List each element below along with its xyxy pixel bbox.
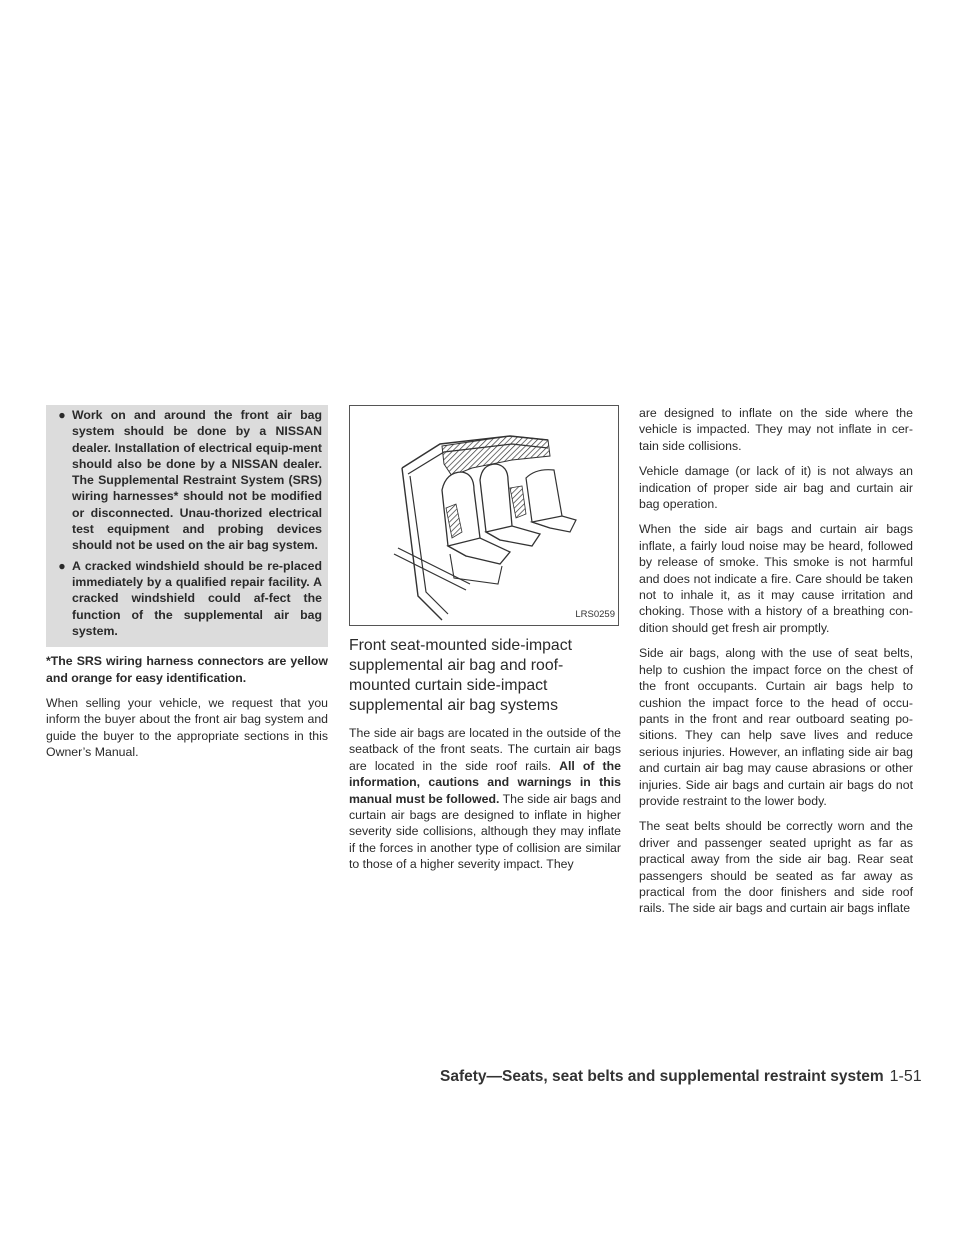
bullet-icon: ● <box>58 408 66 422</box>
left-column <box>46 405 328 770</box>
seat-airbag-illustration-icon <box>350 406 618 625</box>
warning-item <box>52 407 322 554</box>
selling-paragraph: When selling your vehicle, we request that you inform the buyer about the front air bag system and guide the buyer to the appropriate sections in this Owner’s Manual. <box>46 695 328 760</box>
paragraph: are designed to inflate on the side where the vehicle is impacted. They may not inflate in cer-tain side collisions. <box>639 406 913 453</box>
bold-emphasis: All of the information, cautions and warnings in this manual must be followed. <box>349 758 621 806</box>
warning-text: A cracked windshield should be re-placed immediately by a qualified repair facility. A cracked windshield could af-fect the function of the supplemental air bag system. <box>72 558 322 638</box>
srs-connector-note: *The SRS wiring harness connectors are yellow and orange for easy identification. <box>46 654 328 685</box>
warning-item <box>52 558 322 639</box>
paragraph: The seat belts should be correctly worn and the driver and passenger seated upright as far as practical away from the side air bag. Rear seat passengers should be seated as far away as practical from the door finishers and side roof rails. The side air bags and curtain air bags inflate <box>639 819 913 916</box>
paragraph-text: The side air bags are located in the outside of the seatback of the front seats. The curtain air bags are located in the side roof rails. <box>349 726 621 773</box>
right-column <box>639 405 913 926</box>
paragraph: Vehicle damage (or lack of it) is not always an indication of proper side air bag and curtain air bag operation. <box>639 464 913 512</box>
footer-title: Safety—Seats, seat belts and supplemental restraint system <box>440 1068 884 1085</box>
section-heading: Front seat-mounted side-impact supplemental air bag and roof-mounted curtain side-impact supplemental air bag systems <box>349 637 573 714</box>
side-airbag-figure <box>349 405 619 626</box>
page-number: 1-51 <box>889 1068 922 1085</box>
side-airbag-location-paragraph <box>349 725 621 873</box>
figure-code: LRS0259 <box>575 608 615 620</box>
page-footer <box>440 1068 922 1086</box>
bullet-icon: ● <box>58 558 66 573</box>
paragraph: When the side air bags and curtain air bags inflate, a fairly loud noise may be heard, followed by release of smoke. This smoke is not harmful and does not indicate a fire. Care should be taken not to inhale it, as it may cause irritation and choking. Those with a history of a breathing con-dition should get fresh air promptly. <box>639 522 913 635</box>
warning-box <box>46 405 328 647</box>
warning-text: Work on and around the front air bag system should be done by a NISSAN dealer. Installation of electrical equip-ment should also be done by a NISSAN dealer. The Supplemental Restraint System (SRS) wiring harnesses* should not be modified or disconnected. Unau-thorized electrical test equipment and probing devices should not be used on the air bag system. <box>72 408 322 553</box>
paragraph-text: The side air bags and curtain air bags are designed to inflate in higher severity side collisions, although they may inflate if the forces in another type of collision are similar to those of a higher severity impact. They <box>349 791 621 872</box>
middle-column <box>349 405 621 882</box>
paragraph: Side air bags, along with the use of seat belts, help to cushion the impact force on the chest of the front occupants. Curtain air bags help to cushion the impact force to the head of occu-pants in the front and rear outboard seating po-sitions. They can help save lives and reduce serious injuries. However, an inflating side air bag and curtain air bag may cause abrasions or other injuries. Side air bags and curtain air bags do not provide restraint to the lower body. <box>639 646 913 808</box>
